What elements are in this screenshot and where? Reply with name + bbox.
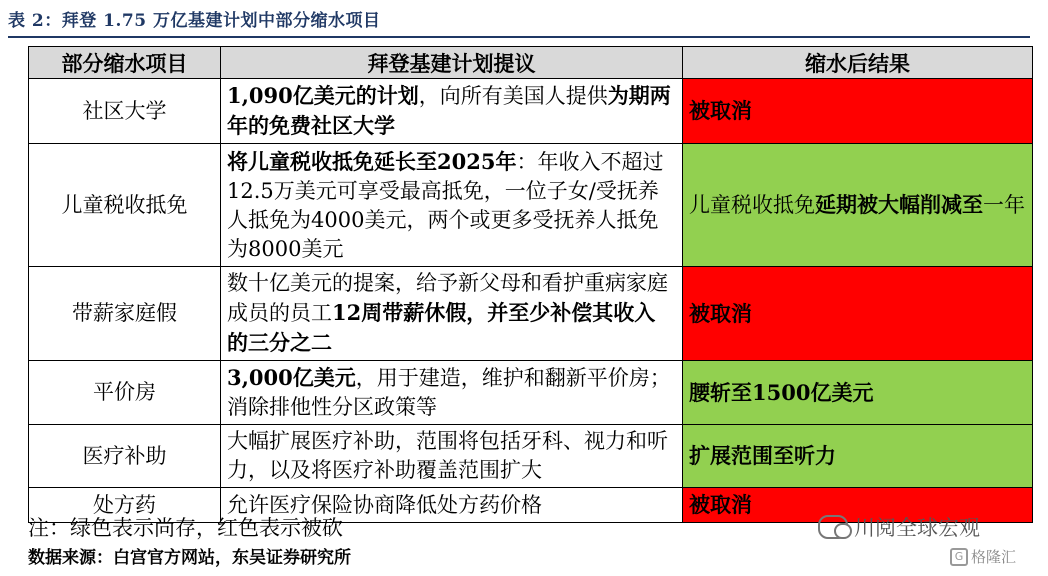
header-row <box>29 47 1033 79</box>
result-cell <box>683 79 1033 144</box>
proposal-text: 大幅扩展医疗补助，范围将包括牙科、视力和听力，以及将医疗补助覆盖范围扩大 <box>227 429 668 482</box>
result-cell <box>683 425 1033 488</box>
brand-logo <box>950 546 1016 567</box>
projects-table <box>28 46 1033 523</box>
source: 数据来源：白宫官方网站，东吴证券研究所 <box>28 548 351 568</box>
proposal-text: 数十亿美元的提案，给予新父母和看护重病家庭成员的员工 <box>227 271 668 325</box>
proposal-cell <box>221 144 683 267</box>
title-rule <box>8 36 1030 38</box>
item-cell: 平价房 <box>29 361 221 425</box>
result-text: 被取消 <box>689 492 752 517</box>
result-cell <box>683 267 1033 361</box>
result-cell <box>683 361 1033 425</box>
result-text: 腰斩至1500亿美元 <box>689 379 874 405</box>
proposal-text: 3,000亿美元 <box>227 365 356 390</box>
result-cell <box>683 144 1033 267</box>
result-text: 被取消 <box>689 300 752 326</box>
proposal-cell <box>221 361 683 425</box>
item-cell: 带薪家庭假 <box>29 267 221 361</box>
header-proposal: 拜登基建计划提议 <box>221 47 683 79</box>
result-text: 一年 <box>983 193 1025 217</box>
brand-text: 格隆汇 <box>971 548 1017 566</box>
item-cell: 社区大学 <box>29 79 221 144</box>
item-cell: 处方药 <box>29 488 221 523</box>
table-row <box>29 267 1033 361</box>
table-row <box>29 79 1033 144</box>
table-row <box>29 144 1033 267</box>
proposal-text: 允许医疗保险协商降低处方药价格 <box>227 492 542 517</box>
proposal-text: 12周带薪休假，并至少补偿其收入的三分之二 <box>227 300 656 355</box>
result-text: 延期被大幅削减至 <box>815 192 983 217</box>
proposal-text: 为期两年的免费社区大学 <box>227 83 671 138</box>
watermark-text: 川阅全球宏观 <box>854 516 980 540</box>
header-item: 部分缩水项目 <box>29 47 221 79</box>
wechat-icon <box>818 515 848 539</box>
item-cell: 儿童税收抵免 <box>29 144 221 267</box>
table-title: 表 2：拜登 1.75 万亿基建计划中部分缩水项目 <box>8 11 381 31</box>
note: 注：绿色表示尚存，红色表示被砍 <box>28 516 343 540</box>
proposal-text: ，用于建造，维护和翻新平价房；消除排他性分区政策等 <box>227 366 671 419</box>
header-result: 缩水后结果 <box>683 47 1033 79</box>
brand-icon: G <box>950 548 968 566</box>
proposal-text: ：年收入不超过12.5万美元可享受最高抵免，一位子女/受抚养人抵免为4000美元，两个或更多受抚养人抵免为8000美元 <box>227 149 664 261</box>
table-body <box>29 79 1033 523</box>
proposal-cell <box>221 425 683 488</box>
result-text: 儿童税收抵免 <box>689 193 815 217</box>
proposal-text: 1,090亿美元的计划 <box>227 83 419 108</box>
table-row <box>29 425 1033 488</box>
proposal-cell <box>221 267 683 361</box>
result-text: 被取消 <box>689 98 752 123</box>
proposal-cell <box>221 79 683 144</box>
table-row <box>29 361 1033 425</box>
watermark <box>818 512 980 542</box>
item-cell: 医疗补助 <box>29 425 221 488</box>
proposal-text: ，向所有美国人提供 <box>418 84 608 108</box>
proposal-text: 将儿童税收抵免延长至2025年 <box>227 148 517 174</box>
result-text: 扩展范围至听力 <box>689 443 836 468</box>
